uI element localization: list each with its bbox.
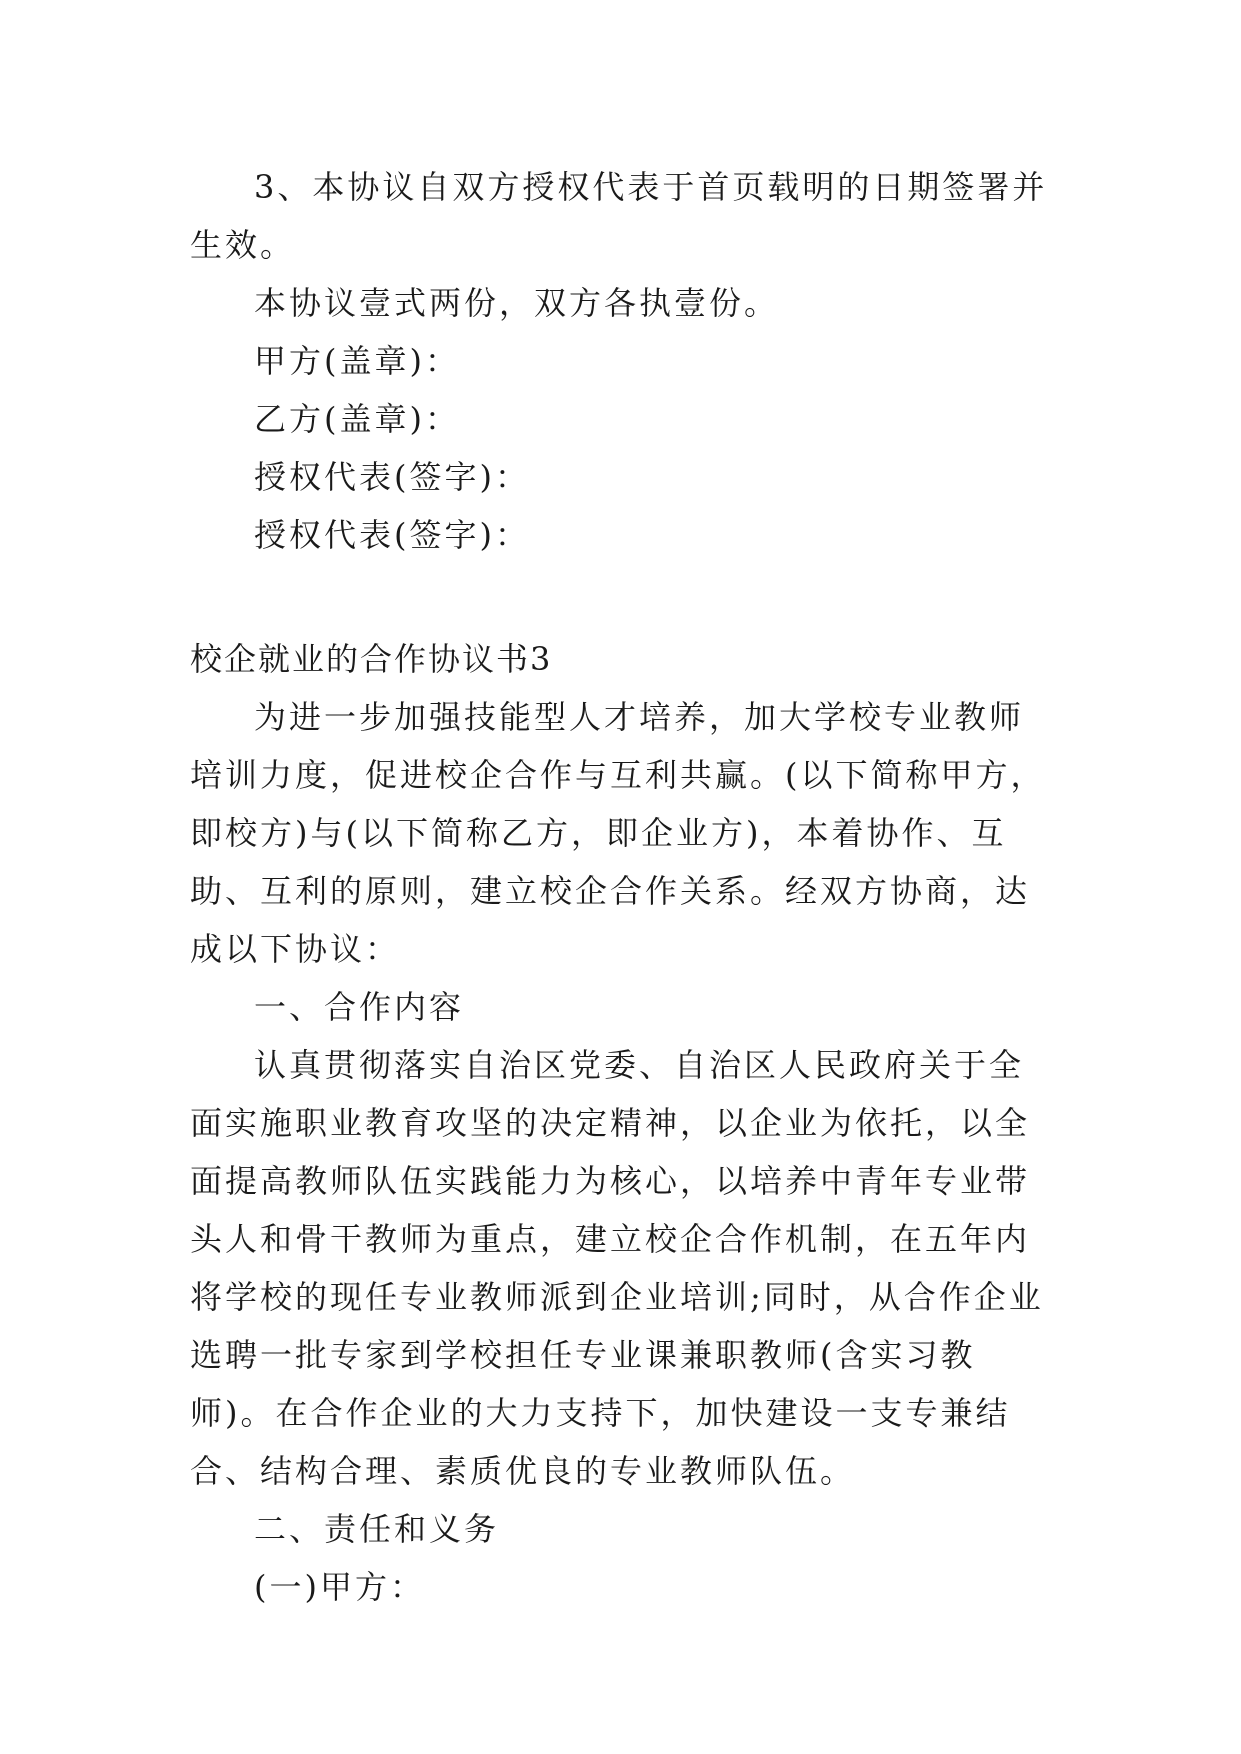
intro-paragraph: 为进一步加强技能型人才培养，加大学校专业教师培训力度，促进校企合作与互利共赢。(以下简称甲方，即校方)与(以下简称乙方，即企业方)，本着协作、互助、互利的原则，建立校企合作关系。经双方协商，达成以下协议：: [190, 698, 1046, 968]
section-title: 校企就业的合作协议书3: [190, 640, 553, 678]
cooperation-content-paragraph: 认真贯彻落实自治区党委、自治区人民政府关于全面实施职业教育攻坚的决定精神，以企业为依托，以全面提高教师队伍实践能力为核心，以培养中青年专业带头人和骨干教师为重点，建立校企合作机制，在五年内将学校的现任专业教师派到企业培训;同时，从合作企业选聘一批专家到学校担任专业课兼职教师(含实习教师)。在合作企业的大力支持下，加快建设一支专兼结合、结构合理、素质优良的专业教师队伍。: [190, 1046, 1044, 1490]
party-b-seal-line: 乙方(盖章)：: [254, 400, 460, 438]
party-a-seal-line: 甲方(盖章)：: [254, 342, 460, 380]
heading-responsibilities: 二、责任和义务: [254, 1510, 500, 1548]
party-a-subheading: (一)甲方：: [254, 1568, 425, 1606]
heading-cooperation-content: 一、合作内容: [254, 988, 465, 1026]
representative-signature-line: 授权代表(签字)：: [254, 516, 530, 554]
document-body: [190, 158, 1050, 1616]
clause-effective-date: 3、本协议自双方授权代表于首页载明的日期签署并生效。: [190, 168, 1048, 264]
representative-signature-line: 授权代表(签字)：: [254, 458, 530, 496]
copies-statement: 本协议壹式两份，双方各执壹份。: [254, 284, 780, 322]
